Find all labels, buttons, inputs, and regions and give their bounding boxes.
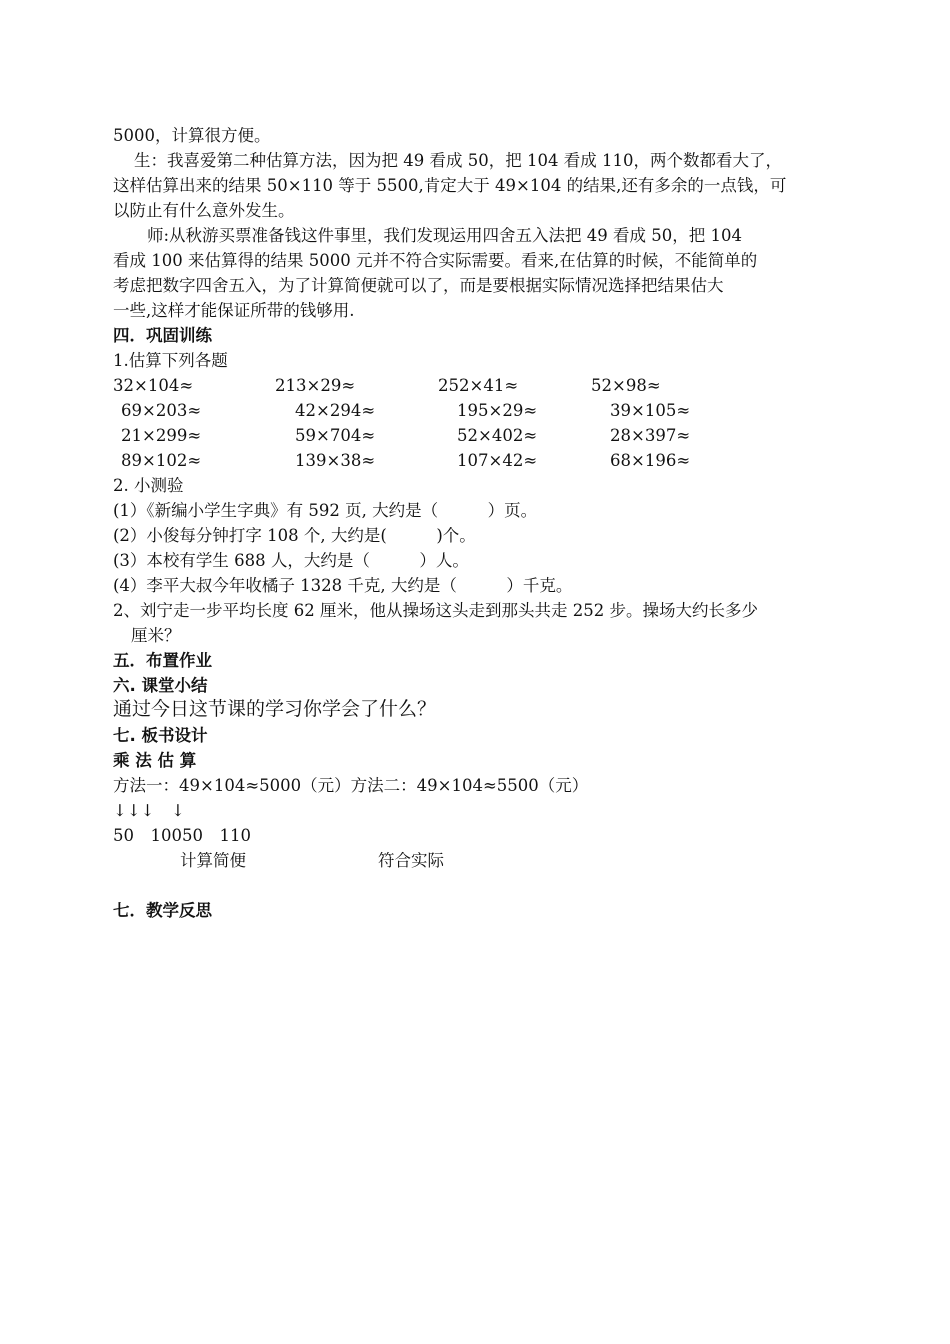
- estimate-r4-c1: 89×102≈: [121, 451, 202, 470]
- teacher-line-2: 看成 100 来估算得的结果 5000 元并不符合实际需要。看来,在估算的时候，不能简单的: [113, 251, 758, 270]
- student-line-1: 生：我喜爱第二种估算方法，因为把 49 看成 50，把 104 看成 110，两个数都看大了，: [134, 151, 782, 170]
- board-numbers: 50 10050 110: [113, 826, 251, 845]
- board-note-practical: 符合实际: [378, 851, 444, 870]
- teacher-line-3: 考虑把数字四舍五入，为了计算简便就可以了，而是要根据实际情况选择把结果估大: [113, 276, 724, 295]
- estimate-r1-c3: 252×41≈: [438, 376, 519, 395]
- section-heading-6: 六. 课堂小结: [113, 676, 208, 695]
- section-heading-7: 七. 板书设计: [113, 726, 208, 745]
- quiz-item-4: (4）李平大叔今年收橘子 1328 千克, 大约是（ ）千克。: [113, 576, 573, 595]
- question-2-line-2: 厘米？: [131, 626, 181, 645]
- exercise-1-title: 1.估算下列各题: [113, 351, 228, 370]
- estimate-r4-c4: 68×196≈: [610, 451, 691, 470]
- estimate-r4-c2: 139×38≈: [295, 451, 376, 470]
- estimate-r2-c3: 195×29≈: [457, 401, 538, 420]
- estimate-r2-c2: 42×294≈: [295, 401, 376, 420]
- estimate-r3-c4: 28×397≈: [610, 426, 691, 445]
- board-title: 乘 法 估 算: [113, 751, 197, 770]
- student-line-3: 以防止有什么意外发生。: [113, 201, 295, 220]
- intro-line: 5000，计算很方便。: [113, 126, 271, 145]
- section-heading-4: 四．巩固训练: [113, 326, 212, 345]
- estimate-r3-c1: 21×299≈: [121, 426, 202, 445]
- question-2-line-1: 2、刘宁走一步平均长度 62 厘米，他从操场这头走到那头共走 252 步。操场大约长多少: [113, 601, 758, 620]
- section-heading-5: 五．布置作业: [113, 651, 212, 670]
- section-heading-reflection: 七．教学反思: [113, 901, 212, 920]
- quiz-item-1: (1）《新编小学生字典》有 592 页, 大约是（ ）页。: [113, 501, 538, 520]
- board-methods: 方法一：49×104≈5000（元）方法二：49×104≈5500（元）: [113, 776, 589, 795]
- estimate-r2-c1: 69×203≈: [121, 401, 202, 420]
- estimate-r2-c4: 39×105≈: [610, 401, 691, 420]
- estimate-r1-c2: 213×29≈: [275, 376, 356, 395]
- estimate-r3-c2: 59×704≈: [295, 426, 376, 445]
- quiz-title: 2. 小测验: [113, 476, 184, 495]
- board-arrows: ↓↓↓ ↓: [113, 801, 185, 820]
- board-note-convenient: 计算简便: [180, 851, 246, 870]
- quiz-item-2: (2）小俊每分钟打字 108 个, 大约是( )个。: [113, 526, 476, 545]
- estimate-r1-c4: 52×98≈: [591, 376, 661, 395]
- teacher-line-4: 一些,这样才能保证所带的钱够用.: [113, 301, 355, 320]
- estimate-r4-c3: 107×42≈: [457, 451, 538, 470]
- teacher-line-1: 师:从秋游买票准备钱这件事里，我们发现运用四舍五入法把 49 看成 50，把 104: [147, 226, 743, 245]
- quiz-item-3: (3）本校有学生 688 人，大约是（ ）人。: [113, 551, 469, 570]
- student-line-2: 这样估算出来的结果 50×110 等于 5500,肯定大于 49×104 的结果,还有多余的一点钱，可: [113, 176, 787, 195]
- summary-question: 通过今日这节课的学习你学会了什么？: [113, 698, 437, 720]
- estimate-r1-c1: 32×104≈: [113, 376, 194, 395]
- estimate-r3-c3: 52×402≈: [457, 426, 538, 445]
